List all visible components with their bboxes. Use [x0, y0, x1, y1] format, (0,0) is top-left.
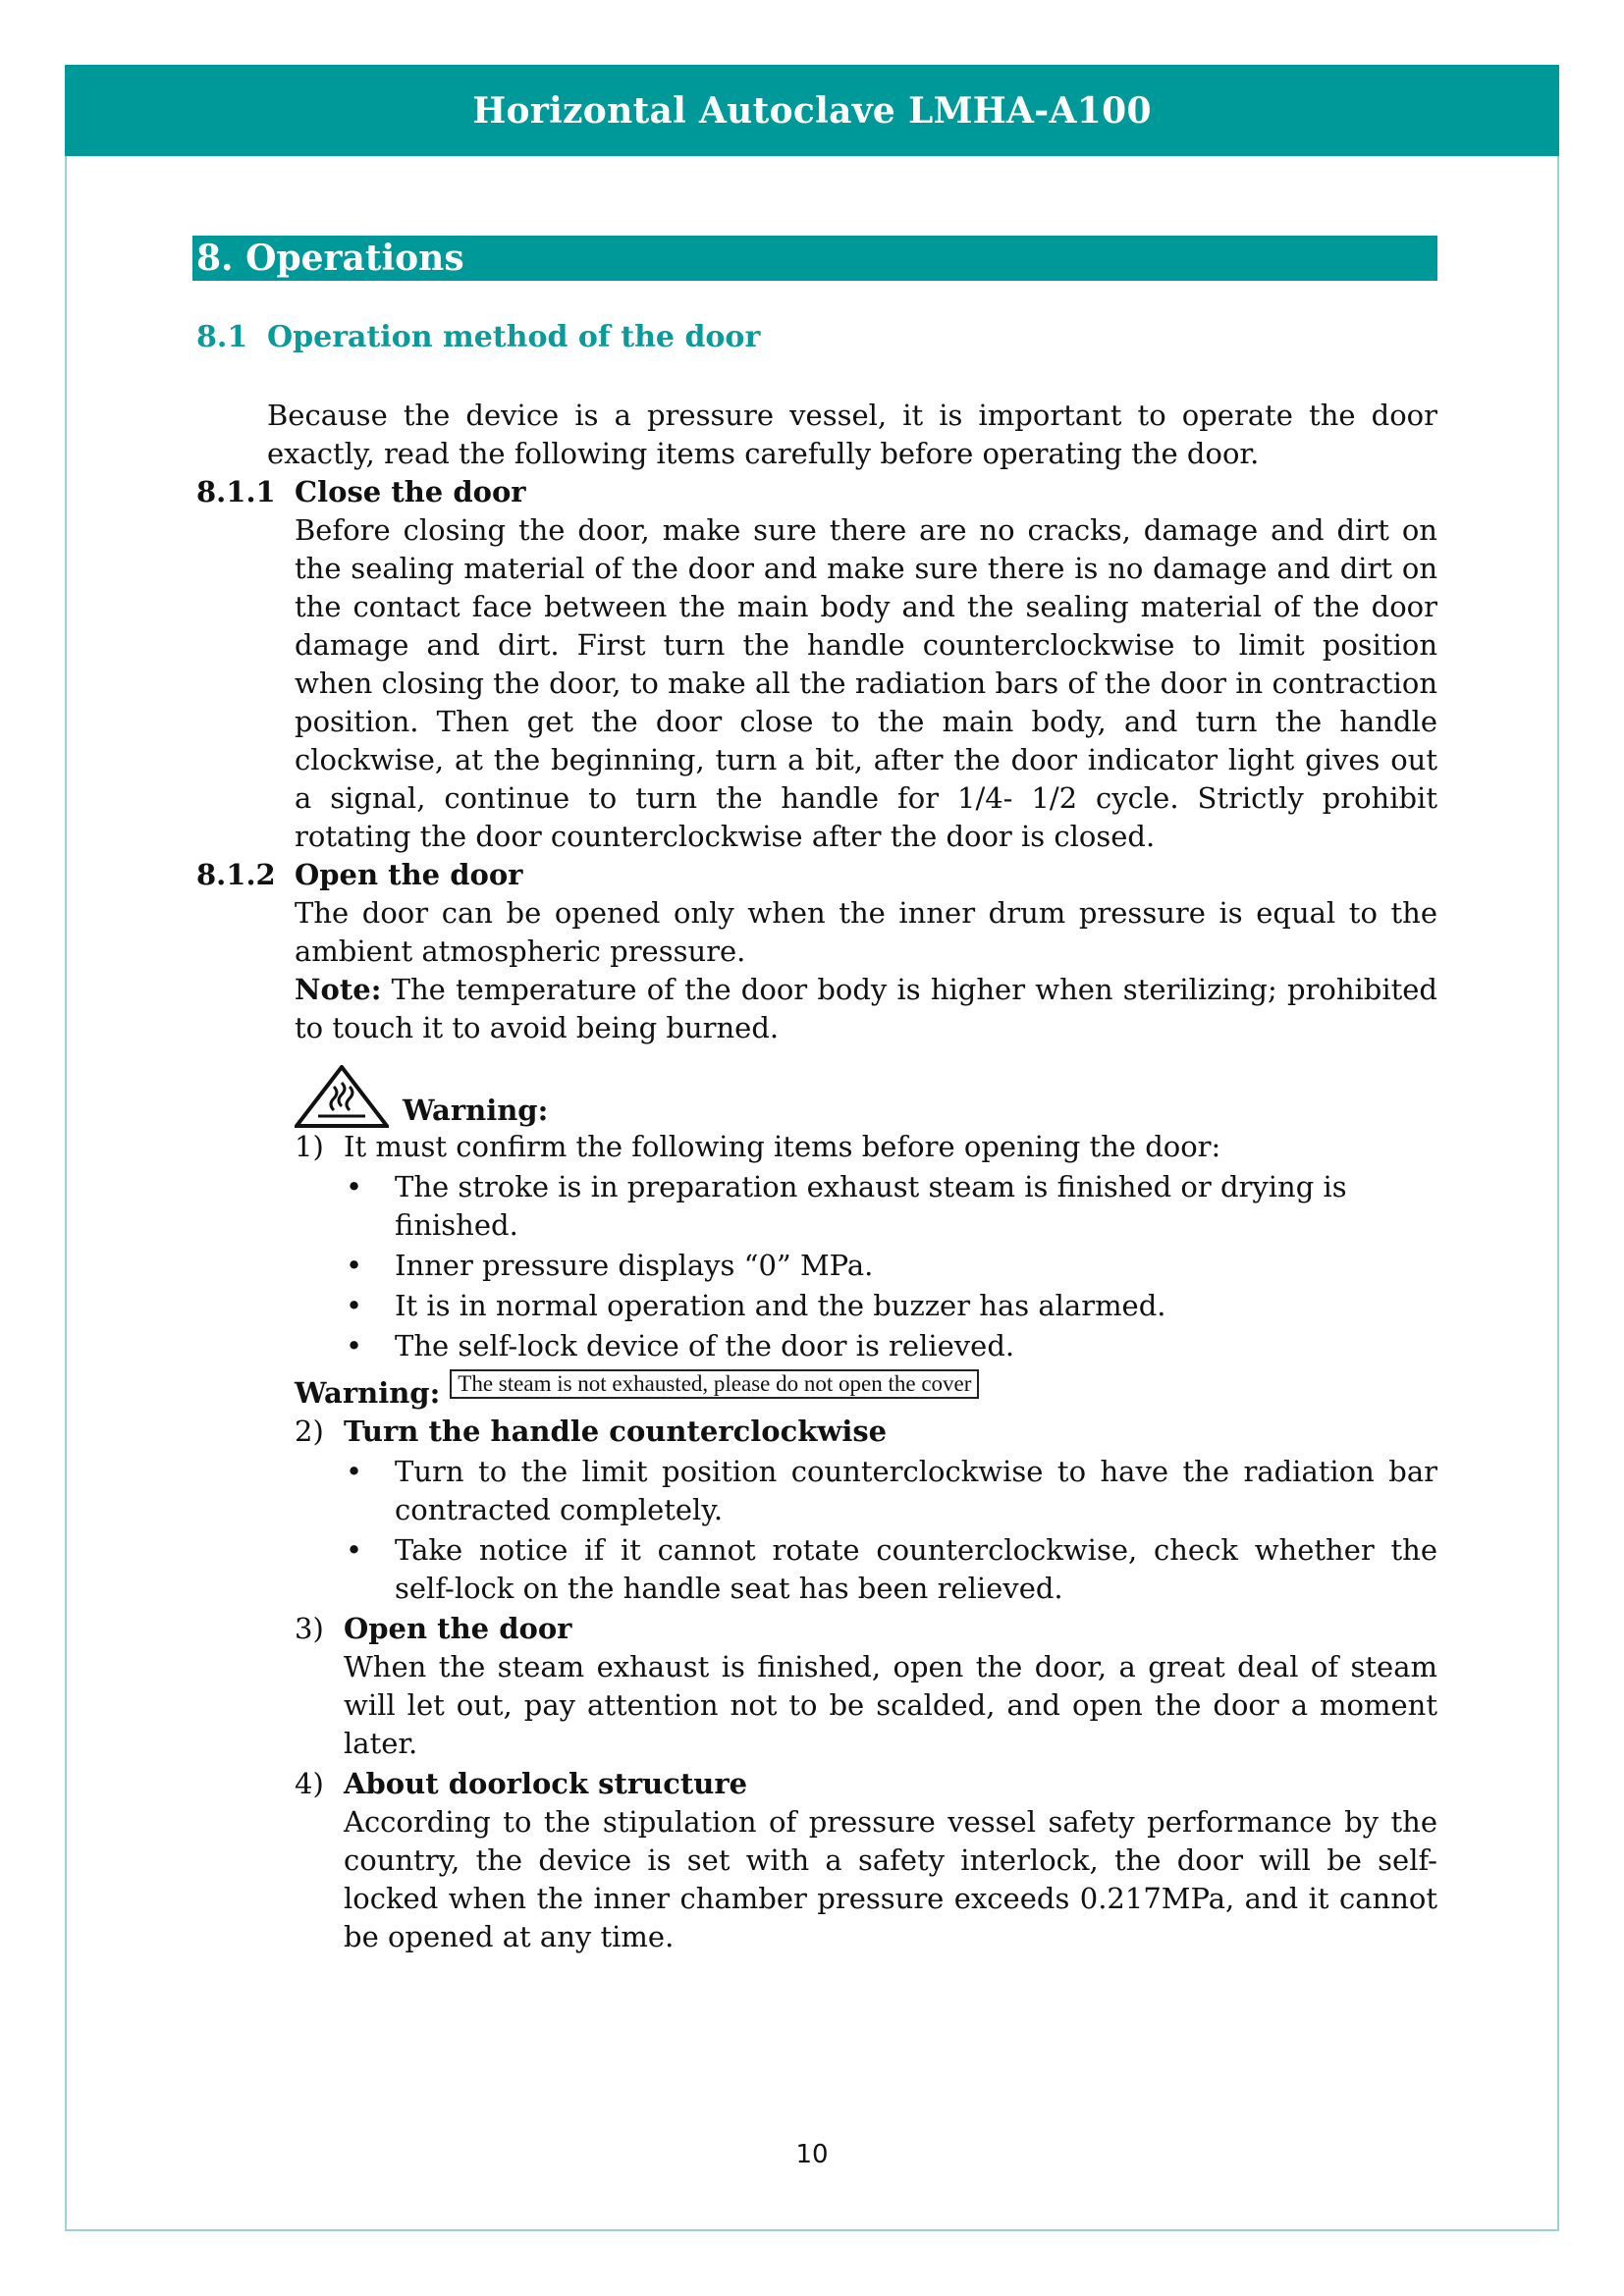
close-door-title: Close the door	[295, 475, 526, 508]
bullet-item: • Turn to the limit position counterclockwise to have the radiation bar contracted completely.	[344, 1453, 1437, 1529]
list-item	[196, 1128, 1437, 1365]
open-door-number: 8.1.2	[196, 858, 276, 891]
list-marker: 1)	[295, 1130, 324, 1163]
warning-row	[196, 1053, 1437, 1128]
bullet-list	[344, 1168, 1437, 1365]
bullet-icon: •	[346, 1533, 363, 1567]
hot-surface-warning-icon	[295, 1065, 389, 1128]
screen-message-box: The steam is not exhausted, please do not open the cover	[450, 1369, 979, 1399]
open-door-note	[196, 971, 1437, 1047]
close-door-text: Before closing the door, make sure there are no cracks, damage and dirt on the sealing material of the door and make sure there is no damage and dirt on the contact face between the main body and the sealing material of the door damage and dirt. First turn the handle counterclockwise to limit position when closing the door, to make all the radiation bars of the door in contraction position. Then get the door close to the main body, and turn the handle clockwise, at the beginning, turn a bit, after the door indicator light gives out a signal, continue to turn the handle for 1/4- 1/2 cycle. Strictly prohibit rotating the door counterclockwise after the door is closed.	[295, 513, 1437, 853]
subsection-heading	[196, 320, 760, 354]
header-band	[65, 65, 1559, 156]
bullet-item: • It is in normal operation and the buzzer has alarmed.	[344, 1287, 1437, 1325]
inline-warning	[196, 1369, 1437, 1413]
page-number: 10	[795, 2140, 829, 2169]
subsection-number: 8.1	[196, 320, 248, 354]
inline-warning-label: Warning:	[295, 1376, 441, 1410]
list-marker: 4)	[295, 1767, 324, 1800]
close-door-number: 8.1.1	[196, 475, 276, 508]
open-door-title: Open the door	[295, 858, 523, 891]
list-item	[196, 1413, 1437, 1608]
bullet-icon: •	[346, 1329, 363, 1362]
bullet-icon: •	[346, 1455, 363, 1488]
close-door-heading	[196, 473, 1437, 511]
step-text: According to the stipulation of pressure vessel safety performance by the country, the device is set with a safety interlock, the door will be self-locked when the inner chamber pressure exceeds 0.217MPa, and it cannot be opened at any time.	[344, 1805, 1437, 1953]
list-item	[196, 1765, 1437, 1956]
bullet-list	[344, 1453, 1437, 1608]
note-text: The temperature of the door body is higher when sterilizing; prohibited to touch it to avoid being burned.	[295, 973, 1437, 1044]
step-title: About doorlock structure	[344, 1767, 748, 1800]
bullet-icon: •	[346, 1289, 363, 1322]
intro-paragraph: Because the device is a pressure vessel, it is important to operate the door exactly, read the following items carefully before operating the door.	[267, 399, 1437, 470]
warning-label: Warning:	[403, 1094, 549, 1127]
bullet-icon: •	[346, 1170, 363, 1203]
step-title: Turn the handle counterclockwise	[344, 1415, 888, 1448]
step-title: Open the door	[344, 1612, 572, 1645]
document-title: Horizontal Autoclave LMHA-A100	[472, 89, 1152, 132]
list-marker: 2)	[295, 1415, 324, 1448]
step-text: It must confirm the following items before opening the door:	[344, 1130, 1221, 1163]
bullet-item: • The stroke is in preparation exhaust steam is finished or drying is finished.	[344, 1168, 1437, 1245]
open-door-text: The door can be opened only when the inner drum pressure is equal to the ambient atmospheric pressure.	[295, 896, 1437, 968]
bullet-item: • The self-lock device of the door is relieved.	[344, 1327, 1437, 1365]
step-text: When the steam exhaust is finished, open the door, a great deal of steam will let out, pay attention not to be scalded, and open the door a moment later.	[344, 1650, 1437, 1760]
note-label: Note:	[295, 973, 382, 1006]
list-marker: 3)	[295, 1612, 324, 1645]
bullet-item: • Take notice if it cannot rotate counterclockwise, check whether the self-lock on the handle seat has been relieved.	[344, 1531, 1437, 1608]
bullet-item: • Inner pressure displays “0” MPa.	[344, 1247, 1437, 1285]
open-door-heading	[196, 856, 1437, 894]
section-heading: 8. Operations	[192, 236, 1437, 281]
main-content	[196, 397, 1437, 1956]
bullet-icon: •	[346, 1249, 363, 1282]
list-item	[196, 1610, 1437, 1763]
subsection-title: Operation method of the door	[267, 320, 761, 354]
